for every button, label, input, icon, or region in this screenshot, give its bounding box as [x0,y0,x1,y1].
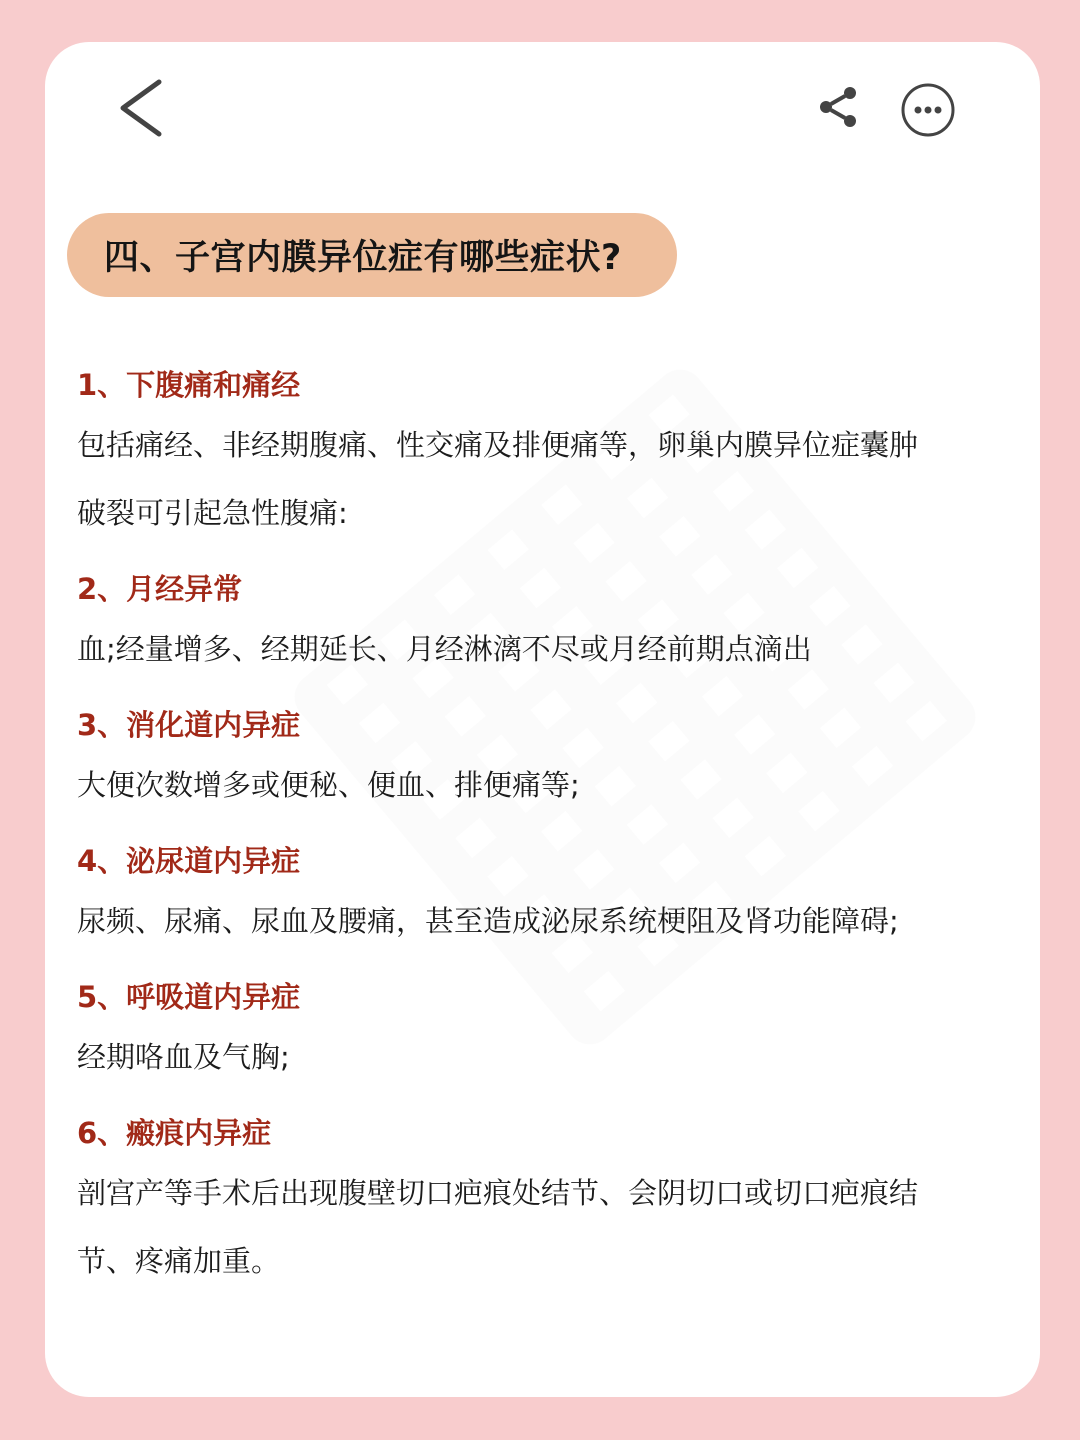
chevron-left-icon [117,76,167,140]
section-line: 经期咯血及气胸; [77,1040,290,1074]
section-heading: 6、瘢痕内异症 [77,1116,272,1150]
section-line: 节、疼痛加重。 [77,1244,281,1278]
section-heading: 1、下腹痛和痛经 [77,368,301,402]
section [77,1107,1017,1295]
section-heading: 3、消化道内异症 [77,708,301,742]
spacer [77,547,1017,563]
section-heading: 2、月经异常 [77,572,243,606]
section [77,563,1017,683]
section-line: 包括痛经、非经期腹痛、性交痛及排便痛等，卵巢内膜异位症囊肿 [77,428,919,462]
section [77,971,1017,1091]
article-content [77,359,1017,1295]
section [77,835,1017,955]
section-line: 破裂可引起急性腹痛: [77,496,348,530]
section-heading: 4、泌尿道内异症 [77,844,301,878]
back-button[interactable] [117,76,167,140]
spacer [77,683,1017,699]
more-icon [900,82,956,138]
content-card [45,42,1040,1397]
spacer [77,1091,1017,1107]
share-button[interactable] [815,82,865,132]
spacer [77,955,1017,971]
share-icon [815,82,865,132]
section-line: 大便次数增多或便秘、便血、排便痛等; [77,768,580,802]
section [77,359,1017,547]
section-line: 剖宫产等手术后出现腹壁切口疤痕处结节、会阴切口或切口疤痕结 [77,1176,919,1210]
section [77,699,1017,819]
section-line: 血;经量增多、经期延长、月经淋漓不尽或月经前期点滴出 [77,632,812,666]
spacer [77,819,1017,835]
more-button[interactable] [900,82,956,138]
title-pill [67,213,677,297]
page-title: 四、子宫内膜异位症有哪些症状? [104,238,622,278]
section-heading: 5、呼吸道内异症 [77,980,301,1014]
section-line: 尿频、尿痛、尿血及腰痛，甚至造成泌尿系统梗阻及肾功能障碍; [77,904,899,938]
